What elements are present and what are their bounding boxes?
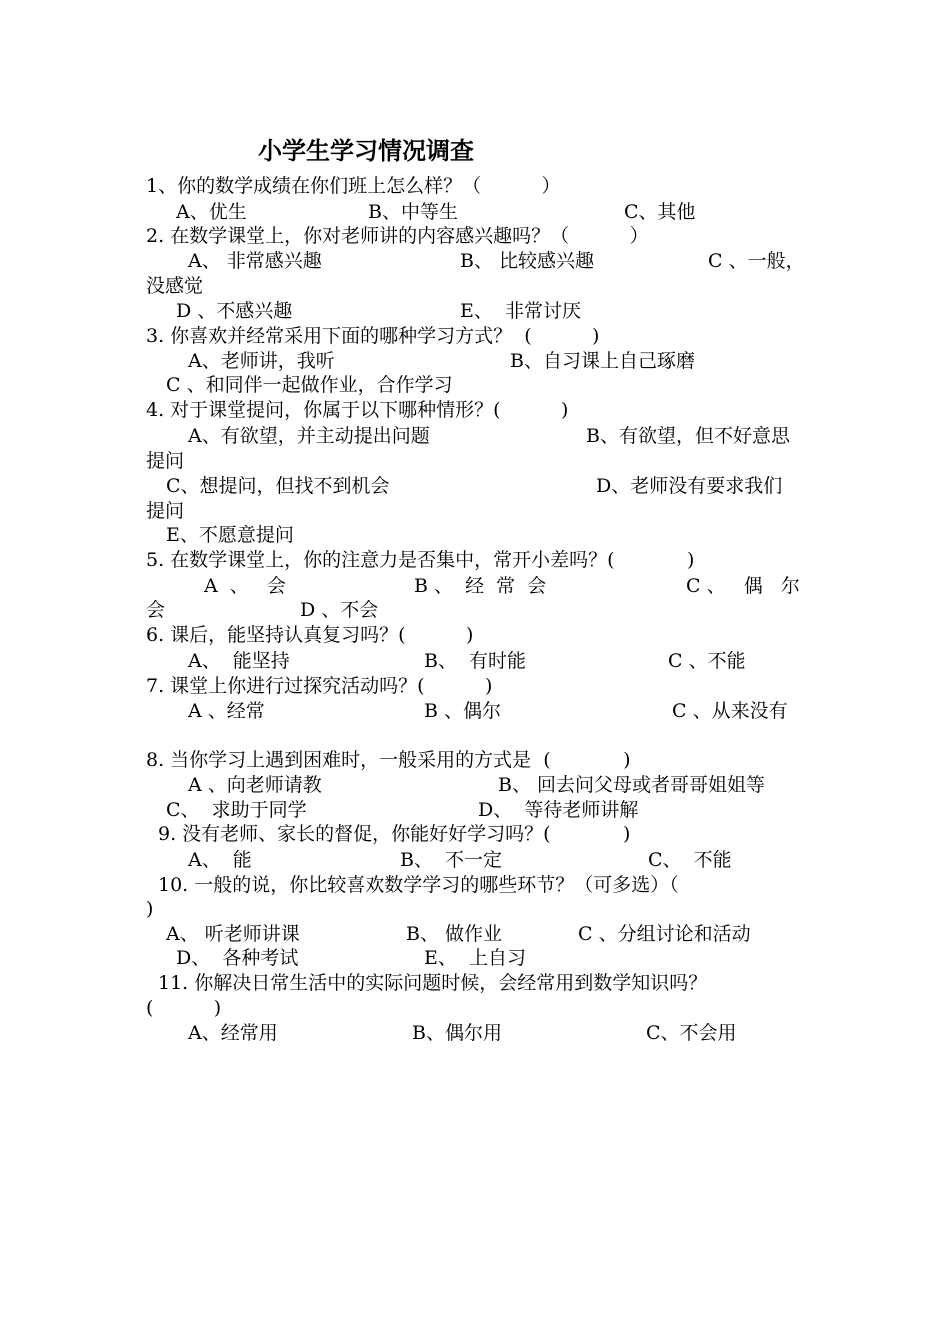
- q1-option-a: A、优生: [176, 201, 247, 223]
- q11-option-a: A、经常用: [188, 1022, 278, 1044]
- q4-option-d-continued: 提问: [146, 500, 185, 522]
- q2-option-d: D 、不感兴趣: [176, 300, 293, 322]
- question-7: 7. 课堂上你进行过探究活动吗？( ): [146, 675, 493, 697]
- question-2: 2. 在数学课堂上，你对老师讲的内容感兴趣吗？（ ）: [146, 225, 649, 247]
- question-10: 10. 一般的说，你比较喜欢数学学习的哪些环节？（可多选）（: [158, 874, 679, 896]
- q5-option-c: C 、 偶 尔: [686, 575, 800, 597]
- q7-option-c: C 、从来没有: [672, 700, 788, 722]
- q4-option-a: A、有欲望，并主动提出问题: [188, 425, 430, 447]
- q2-option-c-continued: 没感觉: [146, 275, 204, 297]
- question-8: 8. 当你学习上遇到困难时，一般采用的方式是 ( ): [146, 749, 631, 771]
- q5-option-c-continued: 会: [146, 599, 166, 621]
- q2-option-c: C 、一般，: [708, 250, 805, 272]
- q10-option-c: C 、分组讨论和活动: [578, 923, 751, 945]
- question-11: 11. 你解决日常生活中的实际问题时候，会经常用到数学知识吗？: [158, 972, 708, 994]
- q9-option-b: B、 不一定: [400, 849, 503, 871]
- q10-option-a: A、 听老师讲课: [166, 923, 300, 945]
- q1-option-c: C、其他: [624, 201, 696, 223]
- q8-option-b: B、 回去问父母或者哥哥姐姐等: [498, 774, 766, 796]
- q7-option-a: A 、经常: [188, 700, 265, 722]
- q10-option-e: E、 上自习: [424, 947, 526, 969]
- q10-option-d: D、 各种考试: [176, 947, 299, 969]
- q6-option-a: A、 能坚持: [188, 650, 290, 672]
- q4-option-c: C、想提问，但找不到机会: [166, 475, 390, 497]
- q7-option-b: B 、偶尔: [424, 700, 502, 722]
- q5-option-d: D 、不会: [300, 599, 379, 621]
- question-10-continued: ): [146, 898, 154, 920]
- page-title: 小学生学习情况调查: [258, 137, 474, 165]
- q5-option-b: B 、 经 常 会: [414, 575, 547, 597]
- q11-option-b: B、偶尔用: [412, 1022, 502, 1044]
- question-4: 4. 对于课堂提问，你属于以下哪种情形？( ): [146, 399, 569, 421]
- q2-option-e: E、 非常讨厌: [460, 300, 581, 322]
- q2-option-a: A、 非常感兴趣: [188, 250, 322, 272]
- q11-option-c: C、不会用: [646, 1022, 737, 1044]
- q4-option-e: E、不愿意提问: [166, 524, 294, 546]
- q3-option-a: A、老师讲，我听: [188, 350, 335, 372]
- q1-option-b: B、中等生: [368, 201, 458, 223]
- q8-option-d: D、 等待老师讲解: [478, 799, 639, 821]
- q9-option-c: C、 不能: [648, 849, 732, 871]
- question-11-continued: ( ): [146, 997, 222, 1019]
- q2-option-b: B、 比较感兴趣: [460, 250, 595, 272]
- q4-option-d: D、老师没有要求我们: [596, 475, 783, 497]
- q8-option-c: C、 求助于同学: [166, 799, 307, 821]
- question-3: 3. 你喜欢并经常采用下面的哪种学习方式？ ( ): [146, 325, 600, 347]
- q10-option-b: B、 做作业: [406, 923, 503, 945]
- question-6: 6. 课后，能坚持认真复习吗？( ): [146, 624, 474, 646]
- q4-option-b-continued: 提问: [146, 450, 185, 472]
- q8-option-a: A 、向老师请教: [188, 774, 322, 796]
- question-1: 1、你的数学成绩在你们班上怎么样？（ ）: [146, 175, 561, 197]
- q6-option-c: C 、不能: [668, 650, 746, 672]
- question-9: 9. 没有老师、家长的督促，你能好好学习吗？( ): [158, 823, 631, 845]
- question-5: 5. 在数学课堂上，你的注意力是否集中，常开小差吗？( ): [146, 549, 695, 571]
- q5-option-a: A 、 会: [204, 575, 286, 597]
- q3-option-c: C 、和同伴一起做作业，合作学习: [166, 374, 453, 396]
- q3-option-b: B、自习课上自己琢磨: [510, 350, 695, 372]
- q6-option-b: B、 有时能: [424, 650, 527, 672]
- q4-option-b: B、有欲望，但不好意思: [586, 425, 790, 447]
- q9-option-a: A、 能: [188, 849, 252, 871]
